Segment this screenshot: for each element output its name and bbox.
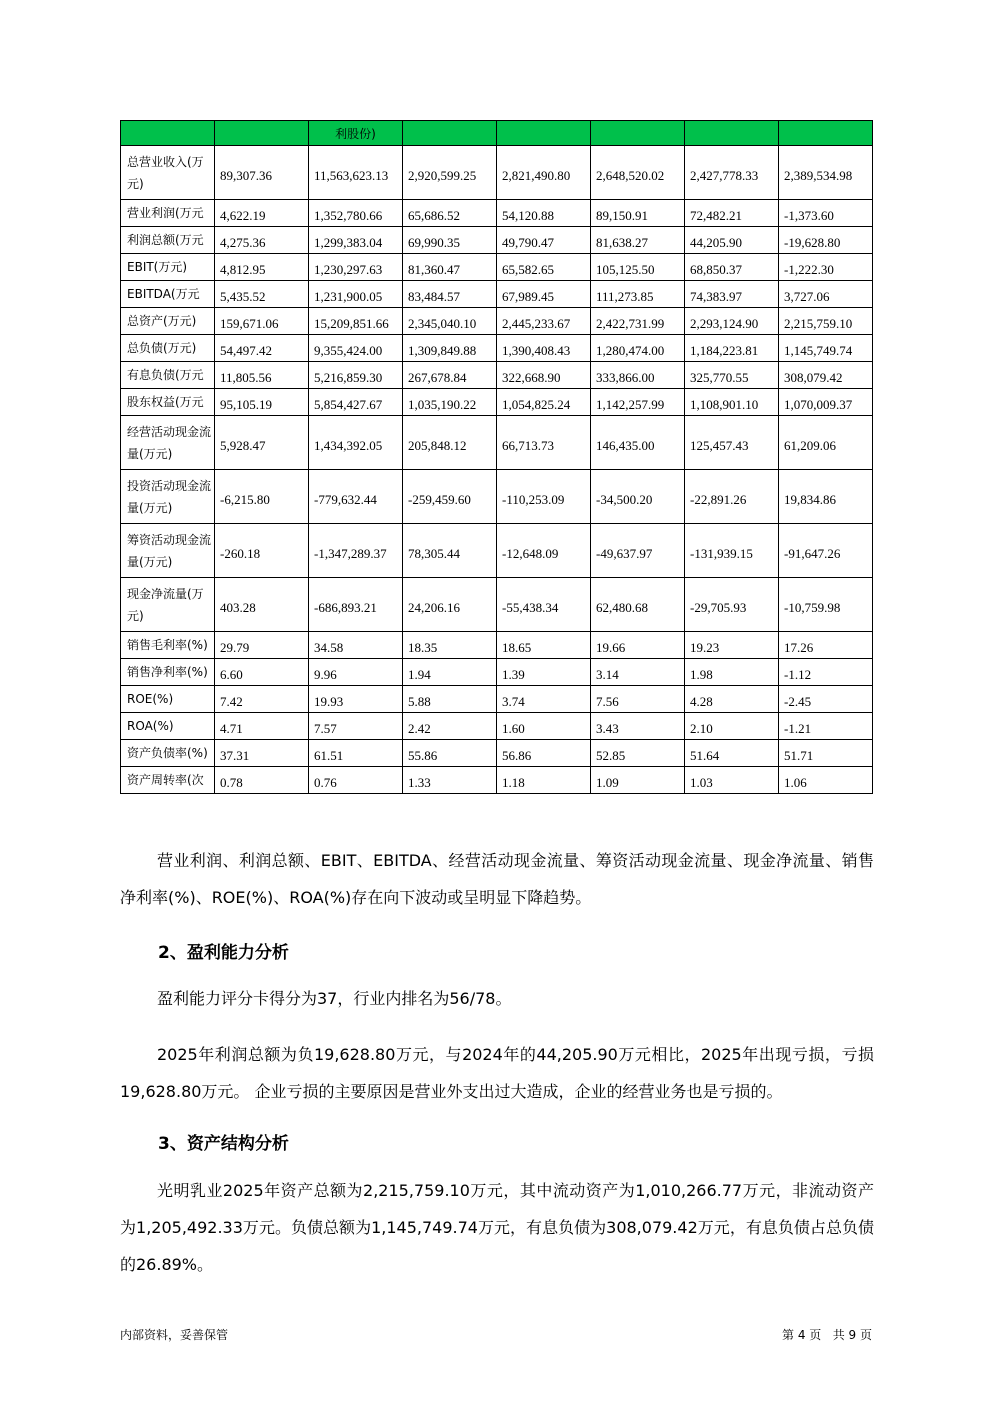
value-cell: -1.21	[779, 713, 873, 740]
value-cell: 3.74	[497, 686, 591, 713]
value-cell: 1,184,223.81	[685, 335, 779, 362]
section-heading-profitability: 2、盈利能力分析	[158, 943, 289, 963]
value-cell: 89,150.91	[591, 200, 685, 227]
value-cell: 95,105.19	[215, 389, 309, 416]
value-cell: 19,834.86	[779, 470, 873, 524]
table-row	[121, 659, 873, 686]
value-cell: -1,373.60	[779, 200, 873, 227]
value-cell: 2,293,124.90	[685, 308, 779, 335]
table-row	[121, 740, 873, 767]
header-cell	[591, 121, 685, 146]
value-cell: 1.06	[779, 767, 873, 794]
value-cell: -55,438.34	[497, 578, 591, 632]
table-row	[121, 713, 873, 740]
value-cell: 5,928.47	[215, 416, 309, 470]
value-cell: 4.28	[685, 686, 779, 713]
value-cell: 2,821,490.80	[497, 146, 591, 200]
value-cell: 4,812.95	[215, 254, 309, 281]
value-cell: 7.42	[215, 686, 309, 713]
row-label: 利润总额(万元	[121, 227, 215, 254]
value-cell: -259,459.60	[403, 470, 497, 524]
table-row	[121, 308, 873, 335]
section-heading-asset-structure: 3、资产结构分析	[158, 1134, 289, 1154]
table-row	[121, 281, 873, 308]
value-cell: 51.64	[685, 740, 779, 767]
value-cell: -19,628.80	[779, 227, 873, 254]
header-cell	[403, 121, 497, 146]
value-cell: 7.57	[309, 713, 403, 740]
value-cell: -49,637.97	[591, 524, 685, 578]
value-cell: 69,990.35	[403, 227, 497, 254]
value-cell: 4.71	[215, 713, 309, 740]
value-cell: 5,854,427.67	[309, 389, 403, 416]
value-cell: 1,299,383.04	[309, 227, 403, 254]
header-cell	[215, 121, 309, 146]
value-cell: 5.88	[403, 686, 497, 713]
table-row	[121, 578, 873, 632]
value-cell: 333,866.00	[591, 362, 685, 389]
value-cell: 11,805.56	[215, 362, 309, 389]
row-label: 总负债(万元)	[121, 335, 215, 362]
row-label: 投资活动现金流量(万元)	[121, 470, 215, 524]
value-cell: 3.43	[591, 713, 685, 740]
value-cell: 65,686.52	[403, 200, 497, 227]
value-cell: -10,759.98	[779, 578, 873, 632]
value-cell: 1,145,749.74	[779, 335, 873, 362]
value-cell: 1.98	[685, 659, 779, 686]
value-cell: 2,445,233.67	[497, 308, 591, 335]
value-cell: 308,079.42	[779, 362, 873, 389]
table-row	[121, 254, 873, 281]
value-cell: 89,307.36	[215, 146, 309, 200]
value-cell: -12,648.09	[497, 524, 591, 578]
value-cell: 2,920,599.25	[403, 146, 497, 200]
value-cell: 78,305.44	[403, 524, 497, 578]
asset-structure-paragraph: 光明乳业2025年资产总额为2,215,759.10万元，其中流动资产为1,010,266.77万元，非流动资产为1,205,492.33万元。负债总额为1,145,749.74万元，有息负债为308,079.42万元，有息负债占总负债的26.89%。	[120, 1181, 874, 1274]
value-cell: 52.85	[591, 740, 685, 767]
value-cell: 4,275.36	[215, 227, 309, 254]
value-cell: 19.23	[685, 632, 779, 659]
profitability-score-paragraph: 盈利能力评分卡得分为37，行业内排名为56/78。	[157, 989, 512, 1008]
value-cell: 1,434,392.05	[309, 416, 403, 470]
value-cell: -22,891.26	[685, 470, 779, 524]
value-cell: 5,435.52	[215, 281, 309, 308]
value-cell: -1,347,289.37	[309, 524, 403, 578]
value-cell: 2,345,040.10	[403, 308, 497, 335]
value-cell: 9.96	[309, 659, 403, 686]
value-cell: 1.94	[403, 659, 497, 686]
value-cell: 34.58	[309, 632, 403, 659]
value-cell: 1,230,297.63	[309, 254, 403, 281]
value-cell: 6.60	[215, 659, 309, 686]
table-row	[121, 362, 873, 389]
value-cell: 54,120.88	[497, 200, 591, 227]
value-cell: 83,484.57	[403, 281, 497, 308]
value-cell: 37.31	[215, 740, 309, 767]
table-row	[121, 524, 873, 578]
row-label: 销售净利率(%)	[121, 659, 215, 686]
value-cell: 2,422,731.99	[591, 308, 685, 335]
value-cell: 1,280,474.00	[591, 335, 685, 362]
footer-confidential-note: 内部资料，妥善保管	[120, 1328, 229, 1342]
row-label: EBIT(万元)	[121, 254, 215, 281]
value-cell: 17.26	[779, 632, 873, 659]
value-cell: 65,582.65	[497, 254, 591, 281]
value-cell: 1,142,257.99	[591, 389, 685, 416]
footer-page-number: 第 4 页 共 9 页	[782, 1328, 872, 1342]
value-cell: 19.93	[309, 686, 403, 713]
value-cell: 1.09	[591, 767, 685, 794]
value-cell: 62,480.68	[591, 578, 685, 632]
value-cell: 267,678.84	[403, 362, 497, 389]
row-label: 有息负债(万元	[121, 362, 215, 389]
row-label: 筹资活动现金流量(万元)	[121, 524, 215, 578]
value-cell: -779,632.44	[309, 470, 403, 524]
table-row	[121, 389, 873, 416]
table-row	[121, 200, 873, 227]
value-cell: 1.39	[497, 659, 591, 686]
value-cell: 7.56	[591, 686, 685, 713]
table-row	[121, 767, 873, 794]
value-cell: -1.12	[779, 659, 873, 686]
value-cell: 1.18	[497, 767, 591, 794]
row-label: 总营业收入(万元)	[121, 146, 215, 200]
header-cell	[779, 121, 873, 146]
row-label: 经营活动现金流量(万元)	[121, 416, 215, 470]
row-label: 销售毛利率(%)	[121, 632, 215, 659]
value-cell: 18.65	[497, 632, 591, 659]
value-cell: -29,705.93	[685, 578, 779, 632]
financial-data-table	[120, 120, 873, 794]
row-label: 股东权益(万元	[121, 389, 215, 416]
value-cell: 9,355,424.00	[309, 335, 403, 362]
value-cell: 2.10	[685, 713, 779, 740]
table-row	[121, 335, 873, 362]
value-cell: -2.45	[779, 686, 873, 713]
value-cell: 2,215,759.10	[779, 308, 873, 335]
value-cell: 2,427,778.33	[685, 146, 779, 200]
value-cell: 403.28	[215, 578, 309, 632]
value-cell: 67,989.45	[497, 281, 591, 308]
value-cell: 81,638.27	[591, 227, 685, 254]
value-cell: 72,482.21	[685, 200, 779, 227]
value-cell: -34,500.20	[591, 470, 685, 524]
value-cell: -91,647.26	[779, 524, 873, 578]
value-cell: 0.76	[309, 767, 403, 794]
value-cell: 19.66	[591, 632, 685, 659]
header-cell	[497, 121, 591, 146]
value-cell: 55.86	[403, 740, 497, 767]
table-row	[121, 632, 873, 659]
value-cell: 51.71	[779, 740, 873, 767]
value-cell: 74,383.97	[685, 281, 779, 308]
value-cell: 24,206.16	[403, 578, 497, 632]
value-cell: 125,457.43	[685, 416, 779, 470]
value-cell: 146,435.00	[591, 416, 685, 470]
value-cell: 2.42	[403, 713, 497, 740]
row-label: ROE(%)	[121, 686, 215, 713]
row-label: 资产负债率(%)	[121, 740, 215, 767]
value-cell: 29.79	[215, 632, 309, 659]
value-cell: 1.03	[685, 767, 779, 794]
value-cell: 1,070,009.37	[779, 389, 873, 416]
value-cell: 54,497.42	[215, 335, 309, 362]
header-cell	[685, 121, 779, 146]
header-cell: 利股份)	[309, 121, 403, 146]
value-cell: 325,770.55	[685, 362, 779, 389]
value-cell: -110,253.09	[497, 470, 591, 524]
row-label: 现金净流量(万元)	[121, 578, 215, 632]
value-cell: 2,648,520.02	[591, 146, 685, 200]
value-cell: -260.18	[215, 524, 309, 578]
value-cell: -686,893.21	[309, 578, 403, 632]
trend-summary-paragraph: 营业利润、利润总额、EBIT、EBITDA、经营活动现金流量、筹资活动现金流量、现金净流量、销售净利率(%)、ROE(%)、ROA(%)存在向下波动或呈明显下降趋势。	[120, 851, 874, 907]
table-row	[121, 146, 873, 200]
value-cell: 0.78	[215, 767, 309, 794]
table-header-row	[121, 121, 873, 146]
value-cell: 1,352,780.66	[309, 200, 403, 227]
value-cell: 61.51	[309, 740, 403, 767]
value-cell: 1,054,825.24	[497, 389, 591, 416]
value-cell: 111,273.85	[591, 281, 685, 308]
value-cell: -131,939.15	[685, 524, 779, 578]
value-cell: -6,215.80	[215, 470, 309, 524]
table-row	[121, 416, 873, 470]
value-cell: 56.86	[497, 740, 591, 767]
table-row	[121, 470, 873, 524]
row-label: 总资产(万元)	[121, 308, 215, 335]
row-label: 营业利润(万元	[121, 200, 215, 227]
row-label: EBITDA(万元	[121, 281, 215, 308]
row-label: 资产周转率(次	[121, 767, 215, 794]
value-cell: 4,622.19	[215, 200, 309, 227]
value-cell: 66,713.73	[497, 416, 591, 470]
value-cell: 68,850.37	[685, 254, 779, 281]
value-cell: 1.33	[403, 767, 497, 794]
value-cell: 5,216,859.30	[309, 362, 403, 389]
value-cell: 322,668.90	[497, 362, 591, 389]
value-cell: 1.60	[497, 713, 591, 740]
value-cell: -1,222.30	[779, 254, 873, 281]
value-cell: 1,035,190.22	[403, 389, 497, 416]
value-cell: 2,389,534.98	[779, 146, 873, 200]
profit-loss-paragraph: 2025年利润总额为负19,628.80万元，与2024年的44,205.90万元相比，2025年出现亏损，亏损19,628.80万元。 企业亏损的主要原因是营业外支出过大造成，企业的经营业务也是亏损的。	[120, 1045, 874, 1101]
value-cell: 1,231,900.05	[309, 281, 403, 308]
value-cell: 105,125.50	[591, 254, 685, 281]
value-cell: 81,360.47	[403, 254, 497, 281]
value-cell: 3,727.06	[779, 281, 873, 308]
value-cell: 159,671.06	[215, 308, 309, 335]
table-row	[121, 227, 873, 254]
header-cell	[121, 121, 215, 146]
value-cell: 1,390,408.43	[497, 335, 591, 362]
value-cell: 3.14	[591, 659, 685, 686]
value-cell: 18.35	[403, 632, 497, 659]
value-cell: 61,209.06	[779, 416, 873, 470]
value-cell: 11,563,623.13	[309, 146, 403, 200]
value-cell: 49,790.47	[497, 227, 591, 254]
value-cell: 205,848.12	[403, 416, 497, 470]
row-label: ROA(%)	[121, 713, 215, 740]
value-cell: 15,209,851.66	[309, 308, 403, 335]
value-cell: 1,309,849.88	[403, 335, 497, 362]
value-cell: 44,205.90	[685, 227, 779, 254]
value-cell: 1,108,901.10	[685, 389, 779, 416]
table-row	[121, 686, 873, 713]
